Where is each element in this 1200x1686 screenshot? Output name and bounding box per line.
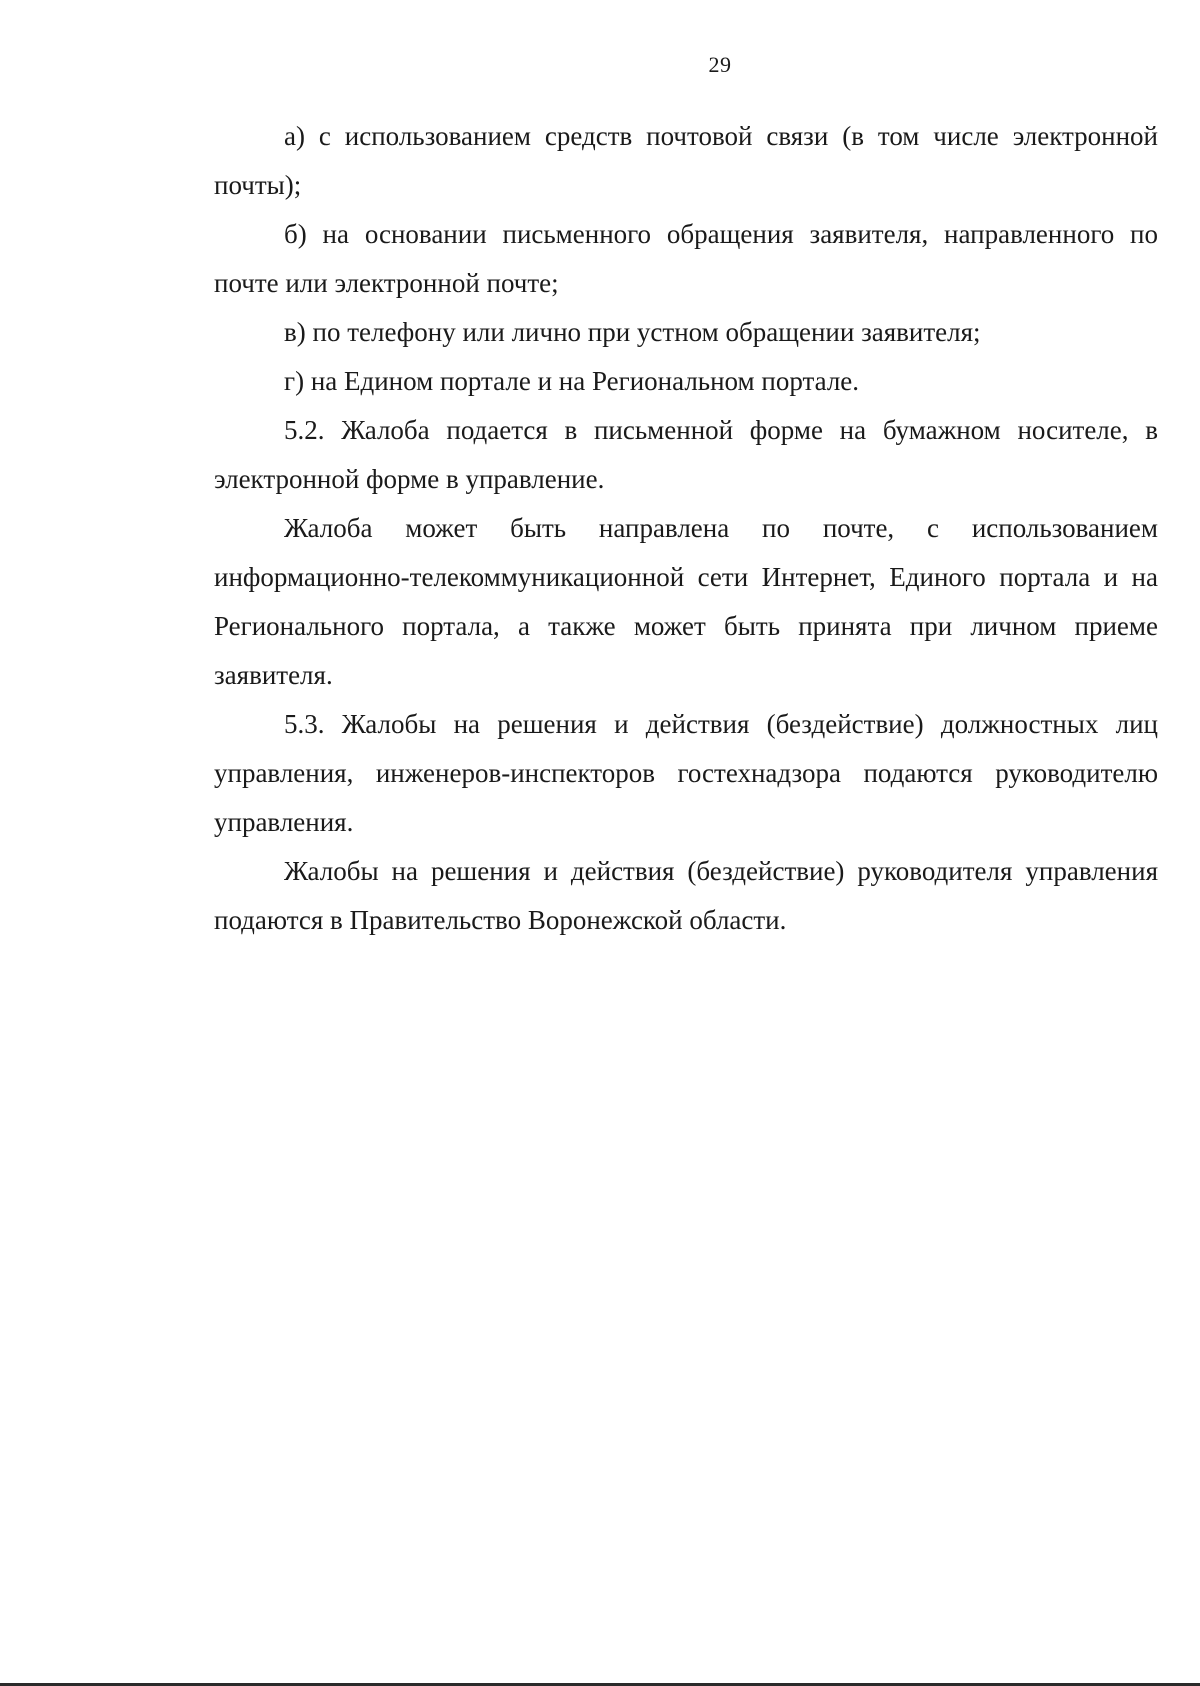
paragraph-5-2: 5.2. Жалоба подается в письменной форме на бумажном носителе, в электронной форме в управление. xyxy=(214,415,1158,494)
paragraph-complaint-channels: Жалоба может быть направлена по почте, с использованием информационно-телекоммуникационной сети Интернет, Единого портала и на Регионального портала, а также может быть принята при личном приеме заявителя. xyxy=(214,513,1158,690)
paragraph-5-3: 5.3. Жалобы на решения и действия (бездействие) должностных лиц управления, инженеров-инспекторов гостехнадзора подаются руководителю управления. xyxy=(214,709,1158,837)
paragraph-item-b: б) на основании письменного обращения заявителя, направленного по почте или электронной почте; xyxy=(214,219,1158,298)
paragraph-item-v: в) по телефону или лично при устном обращении заявителя; xyxy=(284,317,981,347)
paragraph-item-g: г) на Едином портале и на Региональном портале. xyxy=(284,366,860,396)
page-number: 29 xyxy=(708,52,732,77)
paragraph-item-a: а) с использованием средств почтовой связи (в том числе электронной почты); xyxy=(214,121,1158,200)
paragraph-complaints-to-government: Жалобы на решения и действия (бездействие) руководителя управления подаются в Правительство Воронежской области. xyxy=(214,856,1158,935)
document-body xyxy=(214,112,1158,945)
